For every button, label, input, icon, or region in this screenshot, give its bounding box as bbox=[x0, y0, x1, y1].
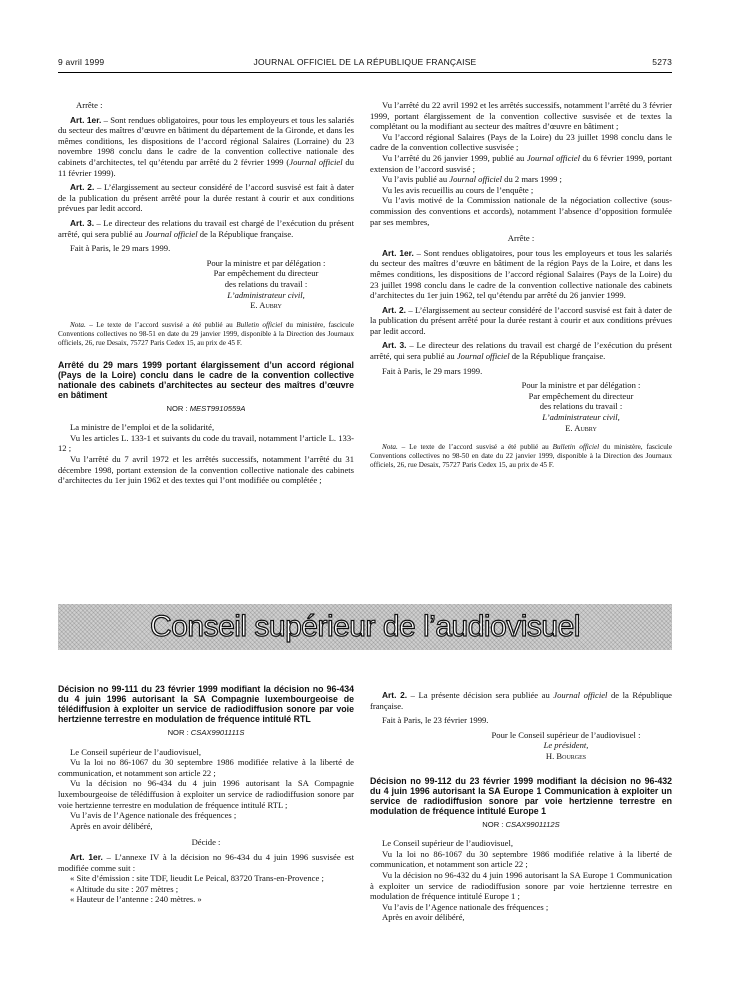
paragraph: Vu l’avis motivé de la Commission nationale de la négociation collective (sous-commission des conventions et accords), notamment l’absence d’opposition formulée par ses membres, bbox=[370, 195, 672, 227]
nor-reference: NOR : CSAX9901112S bbox=[482, 819, 560, 829]
signature-line: des relations du travail : bbox=[224, 278, 308, 289]
section-banner bbox=[58, 604, 672, 650]
article-1: Art. 1er. – Sont rendues obligatoires, pour tous les employeurs et tous les salariés du secteur des maîtres d’œuvre en bâtiment de la région Pays de la Loire, et dans les mêmes conditions, les dispositions de l’accord régional Salaires (Pays de la Loire) du 23 juillet 1998 conclu dans le cadre de la convention collective nationale des cabinets d’architectes du 1er juin 1962, tel qu’étendu par arrêté du 26 janvier 1999. bbox=[370, 247, 672, 301]
paragraph: Le Conseil supérieur de l’audiovisuel, bbox=[382, 838, 514, 849]
signature-name: H. Bourges bbox=[545, 750, 587, 761]
paragraph: Vu la loi no 86-1067 du 30 septembre 1986 modifiée relative à la liberté de communication, et notamment son article 22 ; bbox=[370, 848, 672, 870]
article-3: Art. 3. – Le directeur des relations du travail est chargé de l’exécution du présent arrêté, qui sera publié au Journal officiel de la République française. bbox=[370, 340, 672, 362]
signature-name: E. Aubry bbox=[250, 300, 282, 311]
left-column-bottom bbox=[58, 676, 354, 905]
paragraph: Vu l’arrêté du 26 janvier 1999, publié au Journal officiel du 6 février 1999, portant extension de l’accord susvisé ; bbox=[370, 152, 672, 174]
paragraph: Vu l’arrêté du 22 avril 1992 et les arrêtés successifs, notamment l’arrêté du 3 février 1999, portant élargissement de la convention collective susvisée et de textes la complétant ou la modifiant au secteur des maîtres d’œuvre en bâtiment ; bbox=[370, 100, 672, 132]
signature-line: Le président, bbox=[543, 740, 589, 751]
nor-reference: NOR : CSAX9901111S bbox=[167, 728, 245, 737]
paragraph: Vu l’accord régional Salaires (Pays de la Loire) du 23 juillet 1998 conclu dans le cadre de la convention collective susvisée ; bbox=[370, 131, 672, 153]
signature-line: des relations du travail : bbox=[539, 401, 623, 412]
paragraph: Vu l’avis de l’Agence nationale des fréquences ; bbox=[382, 901, 549, 912]
paragraph: Le Conseil supérieur de l’audiovisuel, bbox=[70, 746, 202, 757]
arrete-heading: Arrête : bbox=[76, 100, 103, 110]
arrete-title: Arrêté du 29 mars 1999 portant élargissement d’un accord régional (Pays de la Loire) conclu dans le cadre de la convention collective nationale des cabinets d’architectes au secteur des maîtres d’œuvre en bâtiment bbox=[58, 359, 354, 400]
signature-line: L’administrateur civil, bbox=[227, 289, 305, 300]
decide-heading: Décide : bbox=[191, 837, 221, 848]
paragraph: Vu la décision no 96-434 du 4 juin 1996 autorisant la SA Compagnie luxembourgeoise de télédiffusion à exploiter un service de radiodiffusion sonore par voie hertzienne terrestre en modulation de fréquence intitulé RTL ; bbox=[58, 778, 354, 810]
paragraph: Vu les avis recueillis au cours de l’enquête ; bbox=[382, 184, 534, 195]
page-number: 5273 bbox=[652, 57, 672, 67]
quoted-line: « Site d’émission : site TDF, lieudit Le Peical, 83720 Trans-en-Provence ; bbox=[70, 873, 324, 884]
signature-line: Par empêchement du directeur bbox=[528, 390, 634, 401]
fait-a-paris: Fait à Paris, le 29 mars 1999. bbox=[70, 243, 171, 254]
article-2: Art. 2. – L’élargissement au secteur considéré de l’accord susvisé est fait à dater de la publication du présent arrêté pour la durée restant à courir et aux conditions prévues par ledit accord. bbox=[58, 182, 354, 214]
signature-line: Pour la ministre et par délégation : bbox=[521, 380, 641, 391]
nota: Nota. – Le texte de l’accord susvisé a été publié au Bulletin officiel du ministère, fascicule Conventions collectives no 98-50 en date du 22 janvier 1999, disponible à la Direction des Journaux officiels, 26, rue Desaix, 75727 Paris Cedex 15, au prix de 45 F. bbox=[370, 443, 672, 470]
signature-line: Pour le Conseil supérieur de l’audiovisuel : bbox=[491, 729, 641, 740]
right-column-bottom bbox=[370, 690, 672, 923]
article-1: Art. 1er. – Sont rendues obligatoires, pour tous les employeurs et tous les salariés du secteur des maîtres d’œuvre en bâtiment du département de la Gironde, et dans les mêmes conditions, les dispositions de l’accord régional Salaires (Lorraine) du 23 novembre 1998 conclu dans le cadre de la convention collective nationale des cabinets d’architectes, tel qu’étendu par arrêté du 2 février 1999 (Journal officiel du 11 février 1999). bbox=[58, 114, 354, 178]
article-2: Art. 2. – L’élargissement au secteur considéré de l’accord susvisé est fait à dater de la publication du présent arrêté pour la durée restant à courir et aux conditions prévues par ledit accord. bbox=[370, 304, 672, 336]
nota: Nota. – Le texte de l’accord susvisé a été publié au Bulletin officiel du ministère, fascicule Conventions collectives no 98-51 en date du 29 janvier 1999, disponible à la Direction des Journaux officiels, 26, rue Desaix, 75727 Paris Cedex 15, au prix de 45 F. bbox=[58, 320, 354, 347]
paragraph: La ministre de l’emploi et de la solidarité, bbox=[70, 422, 215, 433]
right-column-top bbox=[370, 100, 672, 470]
article-2: Art. 2. – La présente décision sera publiée au Journal officiel de la République française. bbox=[370, 690, 672, 711]
paragraph: Après en avoir délibéré, bbox=[70, 820, 153, 831]
quoted-line: « Hauteur de l’antenne : 240 mètres. » bbox=[70, 894, 202, 905]
journal-title: JOURNAL OFFICIEL DE LA RÉPUBLIQUE FRANÇAISE bbox=[253, 57, 477, 67]
left-column-top bbox=[58, 100, 354, 486]
nor-reference: NOR : MESТ9910559A bbox=[166, 403, 246, 413]
signature-line: L’administrateur civil, bbox=[542, 412, 620, 423]
signature-line: Par empêchement du directeur bbox=[213, 268, 319, 279]
page-date: 9 avril 1999 bbox=[58, 57, 105, 67]
fait-a-paris: Fait à Paris, le 23 février 1999. bbox=[382, 715, 489, 726]
paragraph: Après en avoir délibéré, bbox=[382, 912, 465, 923]
decision-title: Décision no 99-112 du 23 février 1999 modifiant la décision no 96-432 du 4 juin 1996 autorisant la SA Europe 1 Communication à exploiter un service de radiodiffusion sonore par voie hertzienne terrestre en modulation de fréquence intitulé Europe 1 bbox=[370, 775, 672, 816]
paragraph: Vu les articles L. 133-1 et suivants du code du travail, notamment l’article L. 133-12 ; bbox=[58, 432, 354, 454]
paragraph: Vu la loi no 86-1067 du 30 septembre 1986 modifiée relative à la liberté de communication, et notamment son article 22 ; bbox=[58, 757, 354, 778]
quoted-line: « Altitude du site : 207 mètres ; bbox=[70, 883, 179, 894]
fait-a-paris: Fait à Paris, le 29 mars 1999. bbox=[382, 365, 483, 376]
section-title: Conseil supérieur de l’audiovisuel bbox=[150, 610, 580, 643]
paragraph: Vu l’arrêté du 7 avril 1972 et les arrêtés successifs, notamment l’arrêté du 31 décembre 1998, portant extension de la convention collective nationale des cabinets d’architectes du 1er juin 1962 et des textes qui l’ont modifiée ou complétée ; bbox=[58, 454, 354, 486]
paragraph: Vu l’avis publié au Journal officiel du 2 mars 1999 ; bbox=[382, 174, 562, 185]
paragraph: Vu l’avis de l’Agence nationale des fréquences ; bbox=[70, 810, 237, 821]
article-3: Art. 3. – Le directeur des relations du travail est chargé de l’exécution du présent arrêté, qui sera publié au Journal officiel de la République française. bbox=[58, 217, 354, 239]
article-1: Art. 1er. – L’annexe IV à la décision no 96-434 du 4 juin 1996 susvisée est modifiée comme suit : bbox=[58, 851, 354, 873]
signature-name: E. Aubry bbox=[565, 422, 597, 433]
signature-line: Pour la ministre et par délégation : bbox=[206, 257, 326, 268]
paragraph: Vu la décision no 96-432 du 4 juin 1996 autorisant la SA Europe 1 Communication à exploiter un service de radiodiffusion sonore par voie hertzienne terrestre en modulation de fréquence intitulé Europe 1 ; bbox=[370, 869, 672, 902]
arrete-heading: Arrête : bbox=[507, 233, 535, 244]
decision-title: Décision no 99-111 du 23 février 1999 modifiant la décision no 96-434 du 4 juin 1996 autorisant la SA Compagnie luxembourgeoise de télédiffusion à exploiter un service de radiodiffusion sonore par voie hertzienne terrestre en modulation de fréquence intitulé RTL bbox=[58, 684, 354, 724]
header-rule bbox=[58, 72, 672, 73]
